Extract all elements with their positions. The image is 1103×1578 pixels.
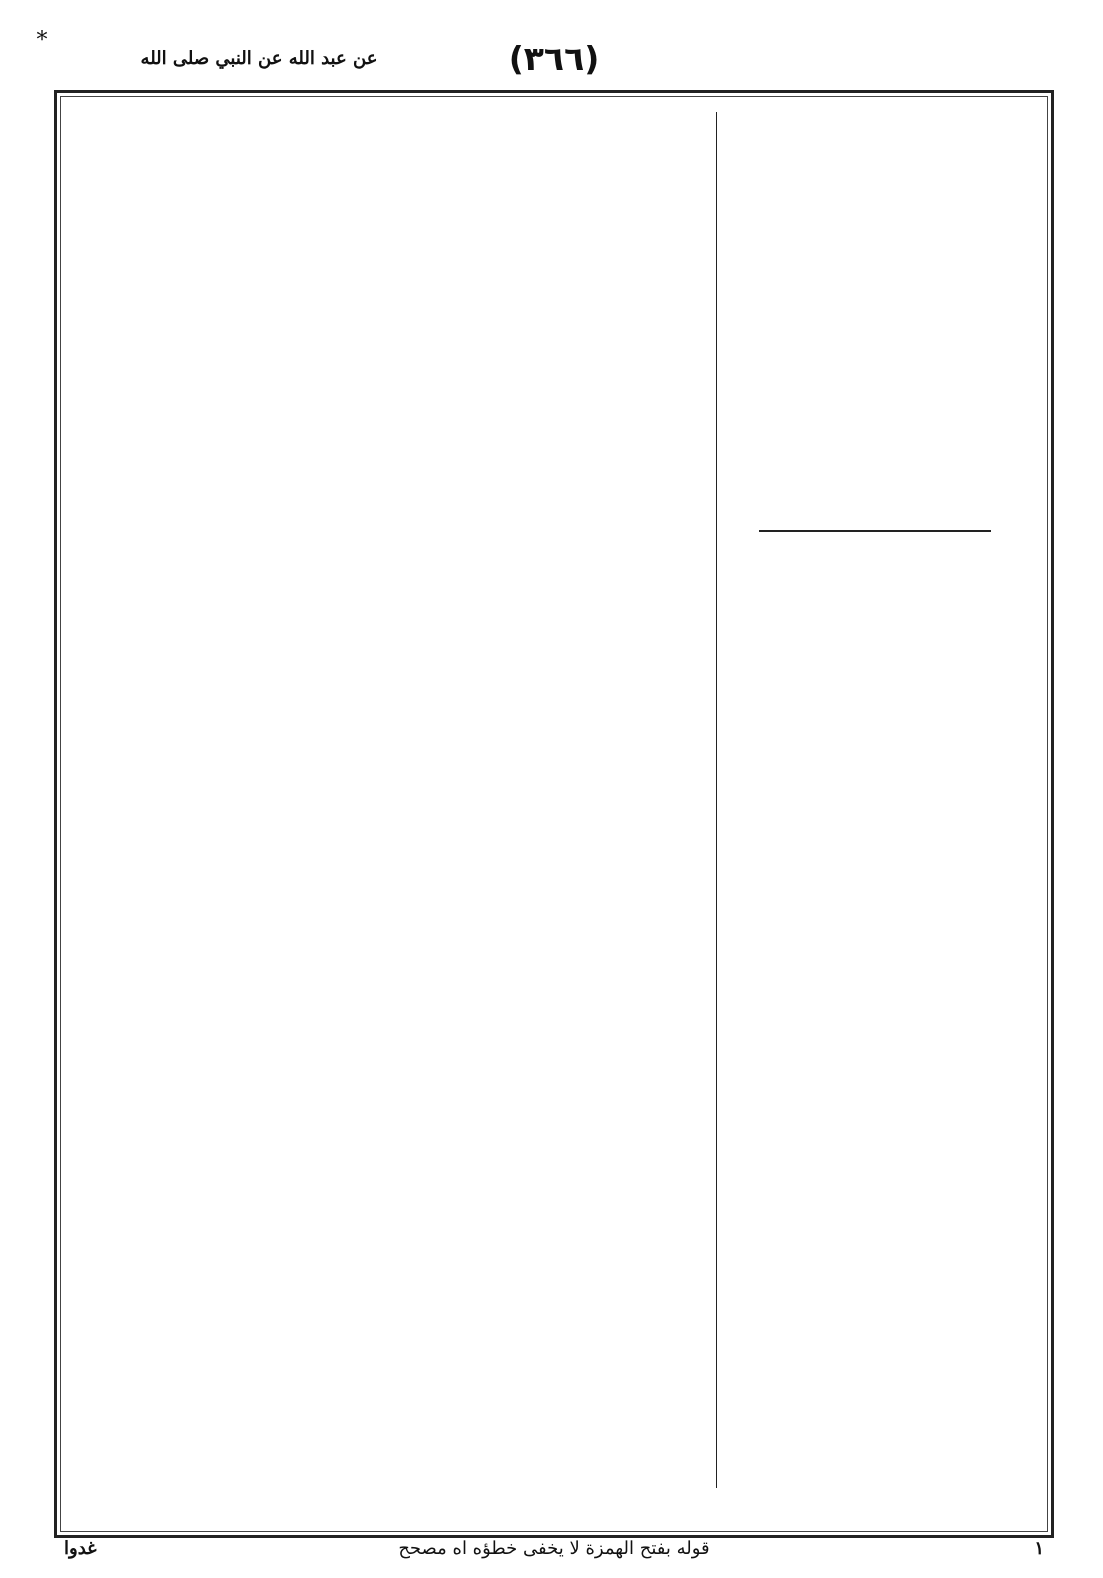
- side-text-line: [763, 604, 1018, 642]
- main-text-line: [107, 794, 747, 832]
- main-text-line: [107, 832, 747, 870]
- side-text-line: [763, 794, 1018, 832]
- side-text-line: [763, 946, 1018, 984]
- main-text-line: [107, 1478, 747, 1490]
- side-text-line: [763, 1250, 1018, 1288]
- main-text-line: [107, 528, 747, 566]
- header-left-text: عن عبد الله عن النبي صلى الله: [140, 49, 378, 69]
- main-text-line: [107, 376, 747, 414]
- side-text-line: [763, 1326, 1018, 1364]
- side-text-line: [763, 300, 1018, 338]
- main-text-line: [107, 186, 747, 224]
- side-text-line: [763, 1098, 1018, 1136]
- side-text-line: [763, 1364, 1018, 1402]
- side-text-line: [763, 718, 1018, 756]
- main-text-line: [107, 1402, 747, 1440]
- side-text-line: [763, 1174, 1018, 1212]
- main-text-line: [107, 414, 747, 452]
- main-text-line: [107, 1098, 747, 1136]
- main-text-line: [107, 1440, 747, 1478]
- side-text-line: [763, 490, 1018, 528]
- side-text-line: [763, 1288, 1018, 1326]
- main-text-column: [107, 110, 747, 1490]
- main-text-line: [107, 604, 747, 642]
- side-text-line: [763, 528, 1018, 566]
- side-text-line: [763, 1402, 1018, 1440]
- main-text-line: [107, 1060, 747, 1098]
- side-text-line: [763, 984, 1018, 1022]
- side-text-line: [763, 832, 1018, 870]
- main-text-line: [107, 642, 747, 680]
- side-text-line: [763, 1440, 1018, 1478]
- main-text-line: [107, 1326, 747, 1364]
- side-text-line: [763, 262, 1018, 300]
- side-text-line: [763, 1136, 1018, 1174]
- side-text-line: [763, 452, 1018, 490]
- main-text-line: [107, 148, 747, 186]
- footnote-area: [54, 1532, 1054, 1564]
- main-text-line: [107, 984, 747, 1022]
- main-text-line: [107, 338, 747, 376]
- main-text-line: [107, 1136, 747, 1174]
- side-text-line: [763, 186, 1018, 224]
- main-text-line: [107, 946, 747, 984]
- side-text-line: [763, 1212, 1018, 1250]
- side-text-line: [763, 376, 1018, 414]
- side-text-line: [763, 110, 1018, 148]
- side-text-line: [763, 566, 1018, 604]
- page-number: (٣٦٦): [508, 38, 600, 78]
- catchword: غدوا: [64, 1537, 97, 1559]
- main-text-line: [107, 1364, 747, 1402]
- side-text-line: [763, 1022, 1018, 1060]
- main-text-line: [107, 300, 747, 338]
- side-text-line: [763, 870, 1018, 908]
- main-text-line: [107, 566, 747, 604]
- main-text-line: [107, 1174, 747, 1212]
- main-text-line: [107, 490, 747, 528]
- main-text-line: [107, 1250, 747, 1288]
- main-text-line: [107, 718, 747, 756]
- asterisk-marker: *: [36, 28, 48, 53]
- main-text-line: [107, 908, 747, 946]
- main-text-line: [107, 680, 747, 718]
- main-text-line: [107, 1212, 747, 1250]
- footnote-text: قوله بفتح الهمزة لا يخفى خطؤه اه مصحح: [398, 1537, 710, 1559]
- page-header: [54, 28, 1054, 90]
- side-text-line: [763, 414, 1018, 452]
- side-text-line: [763, 338, 1018, 376]
- side-text-line: [763, 224, 1018, 262]
- main-text-line: [107, 1288, 747, 1326]
- main-text-line: [107, 224, 747, 262]
- side-text-line: [763, 1478, 1018, 1490]
- main-text-line: [107, 870, 747, 908]
- footnote-marker: ١: [1034, 1537, 1044, 1559]
- main-text-line: [107, 110, 747, 148]
- side-text-line: [763, 908, 1018, 946]
- side-text-line: [763, 1060, 1018, 1098]
- main-text-line: [107, 262, 747, 300]
- main-text-line: [107, 452, 747, 490]
- side-text-line: [763, 642, 1018, 680]
- side-text-line: [763, 680, 1018, 718]
- side-text-line: [763, 148, 1018, 186]
- side-commentary-column: [763, 110, 1018, 1490]
- side-text-line: [763, 756, 1018, 794]
- main-text-line: [107, 1022, 747, 1060]
- main-text-line: [107, 756, 747, 794]
